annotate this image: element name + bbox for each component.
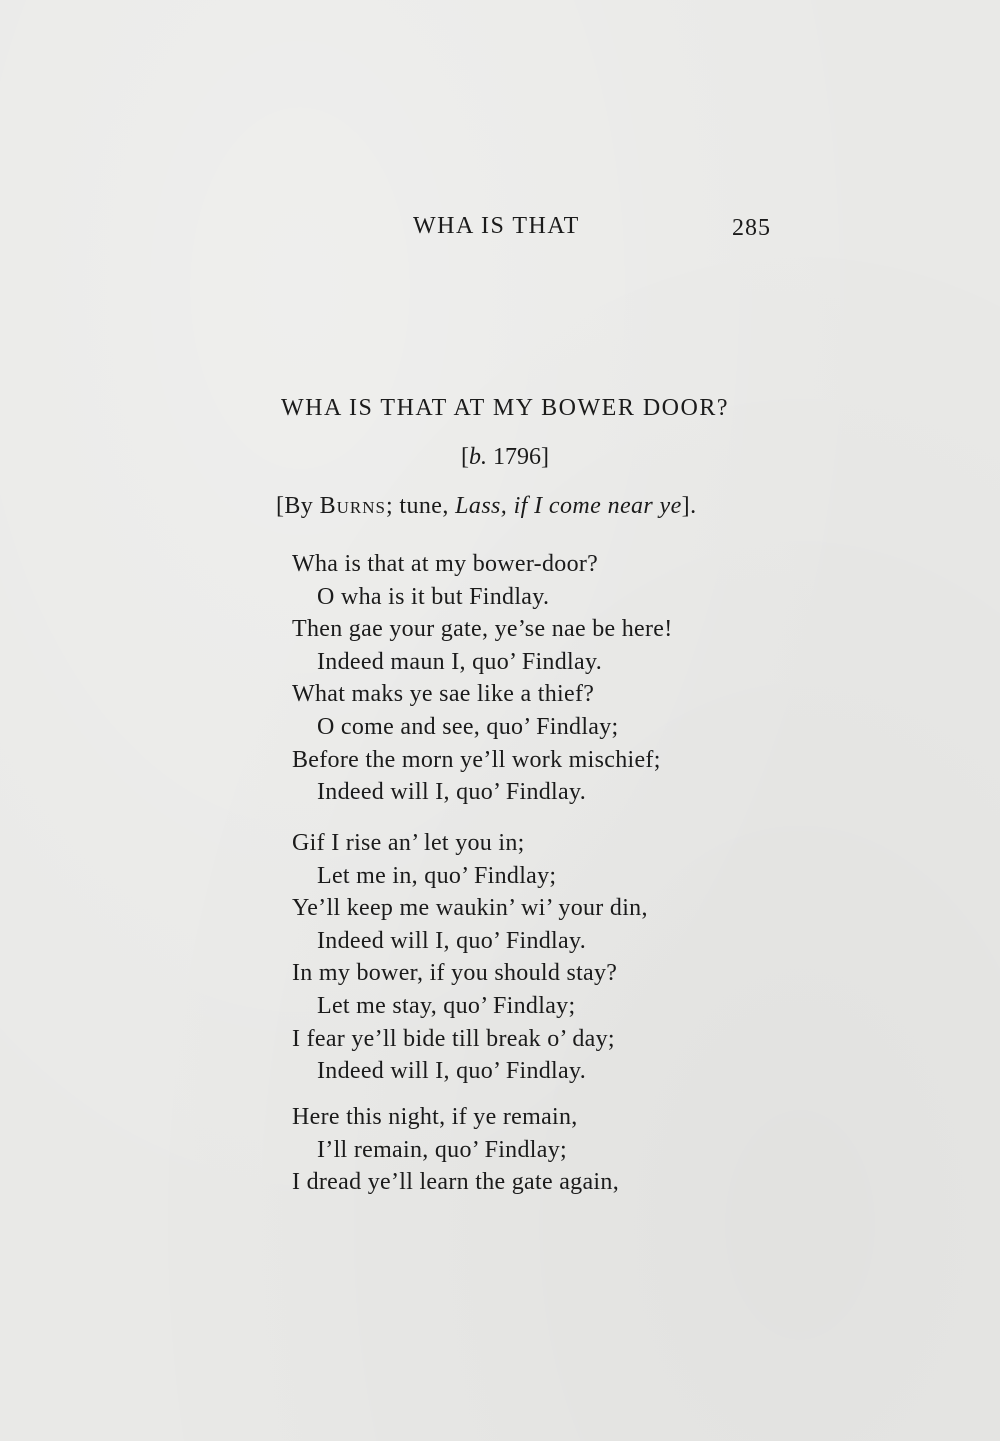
running-title: WHA IS THAT [413, 213, 580, 239]
verse-line: Before the morn ye’ll work mischief; [292, 746, 661, 773]
verse-line: Here this night, if ye remain, [292, 1104, 578, 1130]
attribution-open: [By [276, 493, 320, 519]
date-year: 1796] [487, 444, 549, 470]
attribution-note [276, 493, 696, 520]
verse-line: O come and see, quo’ Findlay; [317, 713, 619, 740]
verse-line: Let me in, quo’ Findlay; [317, 862, 557, 889]
verse-line: What maks ye sae like a thief? [292, 681, 595, 708]
verse-line: Indeed will I, quo’ Findlay. [317, 927, 587, 954]
verse-line: I dread ye’ll learn the gate again, [292, 1169, 619, 1196]
attribution-tune-name: Lass, if I come near ye [455, 493, 682, 519]
date-born-abbrev: b. [469, 444, 487, 470]
verse-line: Then gae your gate, ye’se nae be here! [292, 616, 673, 643]
verse-line: Indeed maun I, quo’ Findlay. [317, 648, 602, 675]
running-head [0, 213, 1000, 247]
verse-line: In my bower, if you should stay? [292, 960, 618, 987]
verse-line: Ye’ll keep me waukin’ wi’ your din, [292, 895, 648, 922]
verse-line: Wha is that at my bower-door? [292, 551, 599, 577]
verse-line: I’ll remain, quo’ Findlay; [317, 1136, 567, 1163]
stanza-1 [292, 548, 792, 809]
stanza-3 [292, 1101, 792, 1199]
verse-line: O wha is it but Findlay. [317, 583, 550, 610]
attribution-author: Burns [319, 493, 386, 519]
verse-line: Indeed will I, quo’ Findlay. [317, 779, 587, 806]
verse-line: I fear ye’ll bide till break o’ day; [292, 1025, 615, 1052]
attribution-close: ]. [681, 493, 697, 519]
verse-line: Gif I rise an’ let you in; [292, 830, 525, 856]
attribution-tune-prefix: ; tune, [385, 493, 456, 519]
date-bracket: [ [461, 444, 469, 470]
page-number: 285 [732, 215, 771, 241]
stanza-2 [292, 827, 792, 1088]
poem-title: WHA IS THAT AT MY BOWER DOOR? [281, 395, 729, 421]
poem-date [0, 444, 1000, 471]
verse-line: Let me stay, quo’ Findlay; [317, 992, 576, 1019]
verse-line: Indeed will I, quo’ Findlay. [317, 1058, 587, 1085]
